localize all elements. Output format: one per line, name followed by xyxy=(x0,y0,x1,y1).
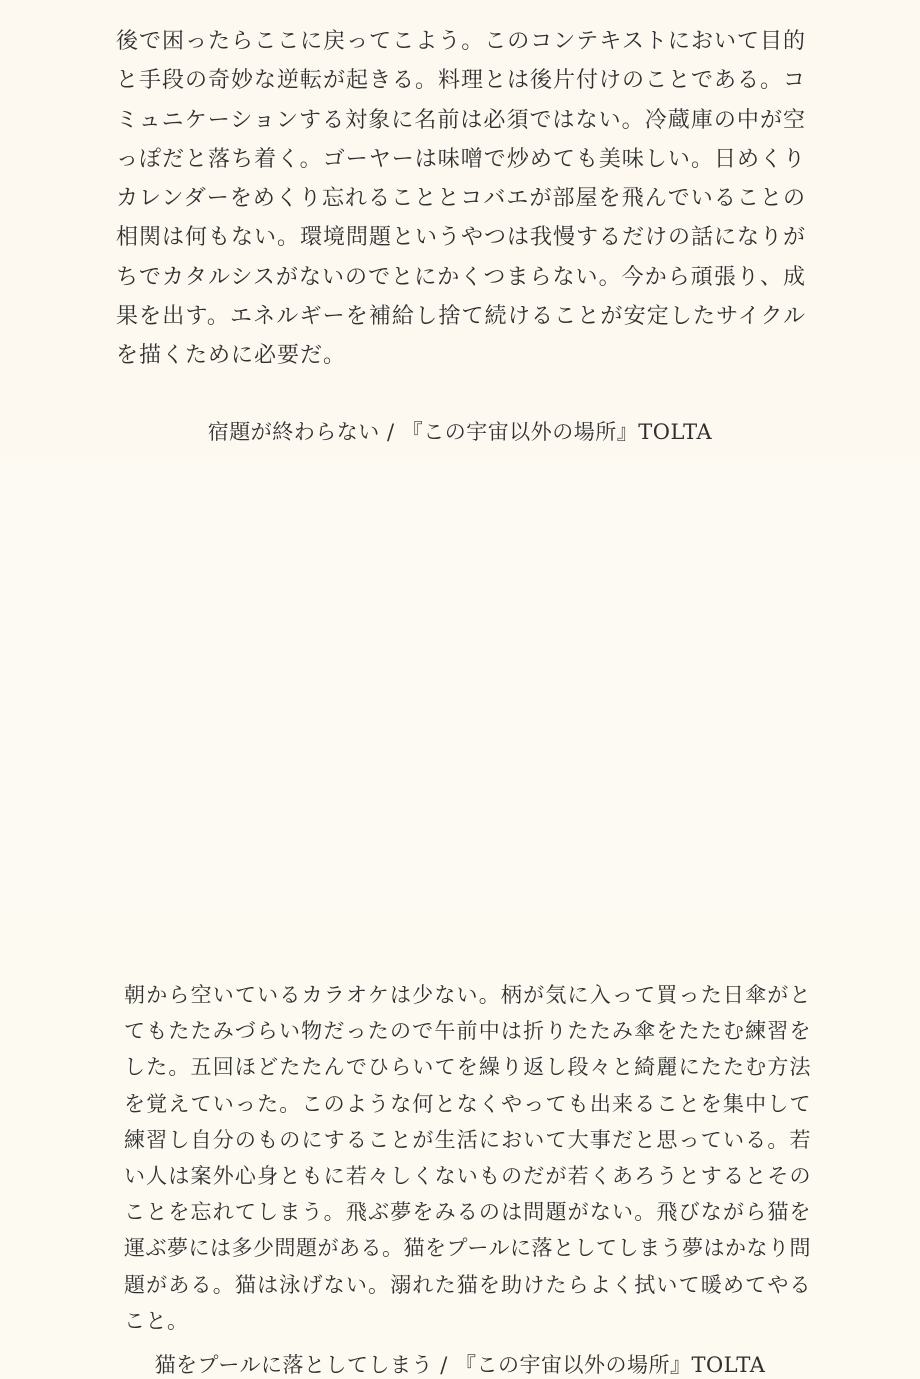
poem-source: 『この宇宙以外の場所』TOLTA xyxy=(454,1353,766,1377)
poem-title: 宿題が終わらない xyxy=(207,420,380,444)
poem-body: 朝から空いているカラオケは少ない。柄が気に入って買った日傘がとてもたたみづらい物だったので午前中は折りたたみ傘をたたむ練習をした。五回ほどたたんでひらいてを繰り返し段々と綺麗にたたむ方法を覚えていった。このような何となくやっても出来ることを集中して練習し自分のものにすることが生活において大事だと思っている。若い人は案外心身ともに若々しくないものだが若くあろうとするとそのことを忘れてしまう。飛ぶ夢をみるのは問題がない。飛びながら猫を運ぶ夢には多少問題がある。猫をプールに落としてしまう夢はかなり問題がある。猫は泳げない。溺れた猫を助けたらよく拭いて暖めてやること。 xyxy=(124,983,811,1333)
poem-caption xyxy=(0,1349,920,1379)
poem-card xyxy=(0,458,920,1377)
caption-separator: / xyxy=(379,420,402,444)
poem-body: 後で困ったらここに戻ってこよう。このコンテキストにおいて目的と手段の奇妙な逆転が起きる。料理とは後片付けのことである。コミュニケーションする対象に名前は必須ではない。冷蔵庫の中が空っぽだと落ち着く。ゴーヤーは味噌で炒めても美味しい。日めくりカレンダーをめくり忘れることとコバエが部屋を飛んでいることの相関は何もない。環境問題というやつは我慢するだけの話になりがちでカタルシスがないのでとにかくつまらない。今から頑張り、成果を出す。エネルギーを補給し捨て続けることが安定したサイクルを描くために必要だ。 xyxy=(116,29,807,369)
poem-caption xyxy=(0,416,920,446)
poem-title: 猫をプールに落としてしまう xyxy=(154,1353,434,1377)
caption-separator: / xyxy=(433,1353,455,1377)
poem-card xyxy=(0,0,920,458)
poem-source: 『この宇宙以外の場所』TOLTA xyxy=(401,420,713,444)
